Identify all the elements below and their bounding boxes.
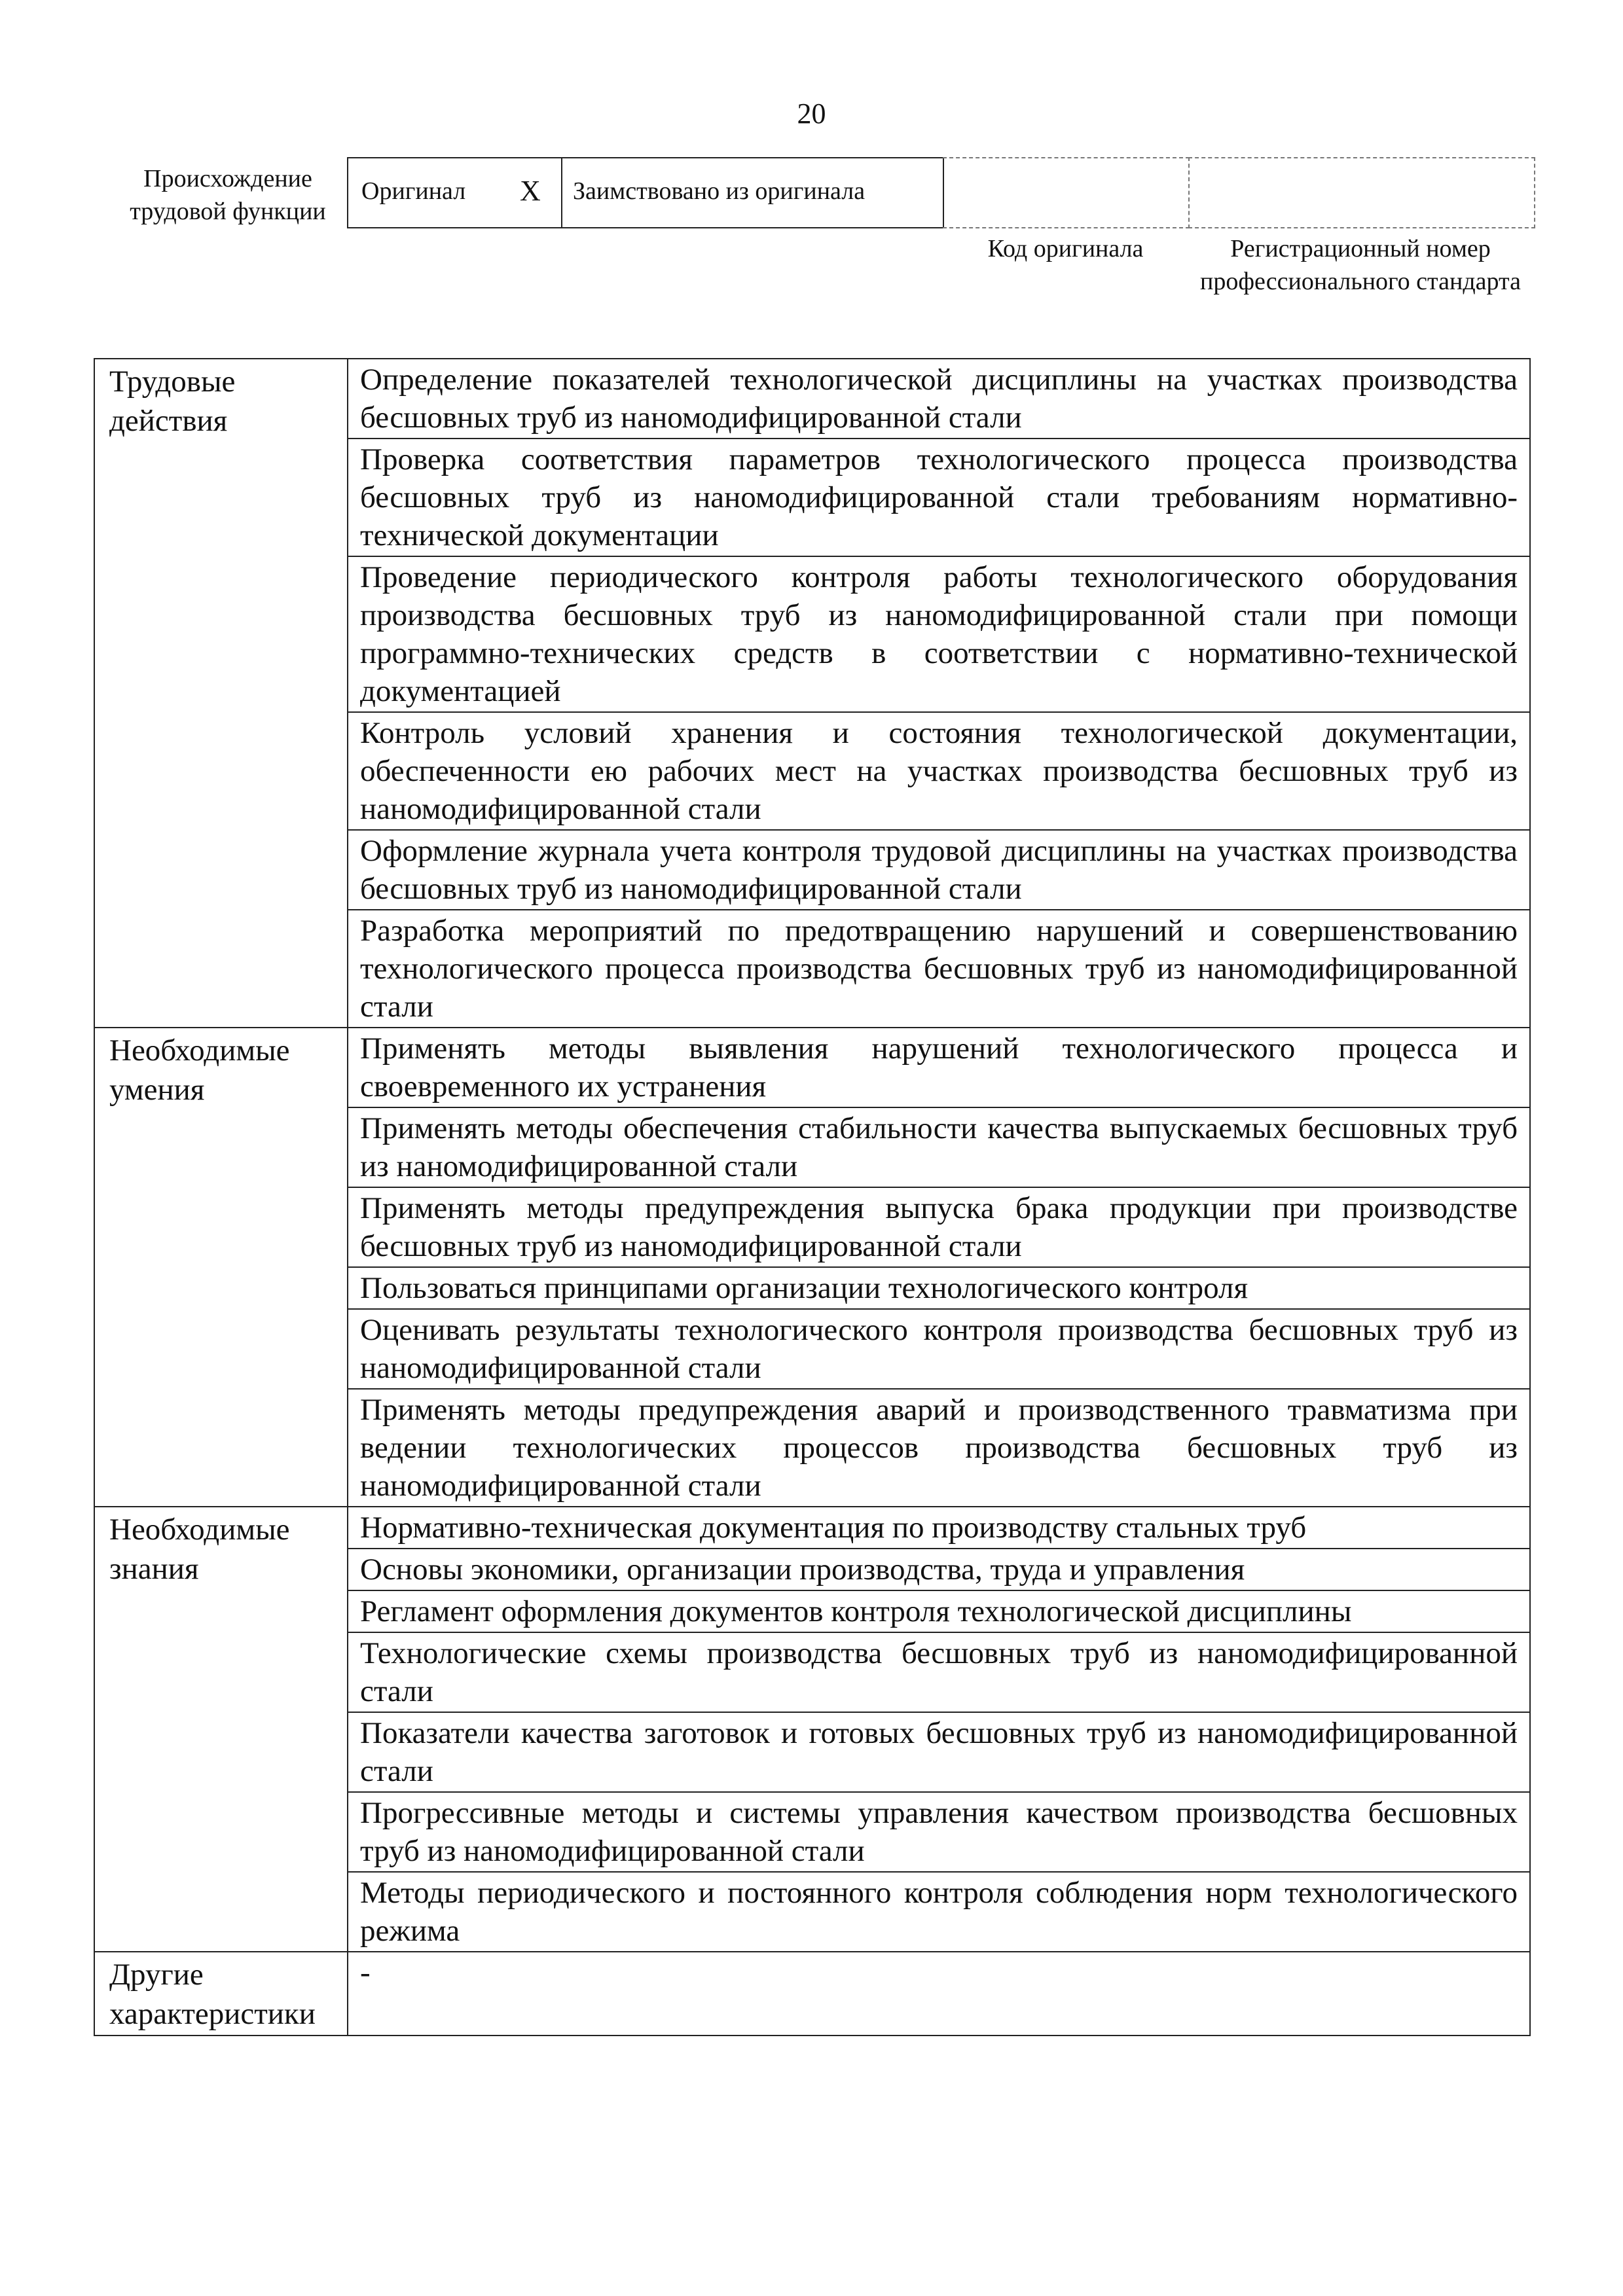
section-item: Определение показателей технологической дисциплины на участках производства бесшовных труб из наномодифицированной стали: [348, 359, 1530, 439]
origin-label: Происхождение трудовой функции: [130, 165, 326, 225]
section-item: Применять методы предупреждения выпуска брака продукции при производстве бесшовных труб из наномодифицированной стали: [348, 1187, 1530, 1267]
table-row: [94, 1952, 1530, 2036]
section-item: Основы экономики, организации производства, труда и управления: [348, 1549, 1530, 1590]
section-item: Применять методы выявления нарушений технологического процесса и своевременного их устранения: [348, 1028, 1530, 1107]
section-item: Контроль условий хранения и состояния технологической документации, обеспеченности ею рабочих мест на участках производства бесшовных труб из наномодифицированной стали: [348, 712, 1530, 830]
table-row: [94, 359, 1530, 439]
origin-original-label: Оригинал: [361, 177, 466, 205]
section-title: Необходимые знания: [94, 1507, 348, 1952]
section-item: Пользоваться принципами организации технологического контроля: [348, 1267, 1530, 1309]
section-item: Нормативно-техническая документация по производству стальных труб: [348, 1507, 1530, 1549]
section-item: Применять методы предупреждения аварий и производственного травматизма при ведении технологических процессов производства бесшовных труб из наномодифицированной стали: [348, 1389, 1530, 1507]
origin-reg-caption: Регистрационный номер профессионального стандарта: [1200, 235, 1521, 295]
table-row: [94, 1507, 1530, 1549]
origin-borrowed-cell: [560, 157, 944, 228]
page-number: 20: [797, 98, 826, 130]
origin-box: [347, 157, 1535, 226]
section-item: Проверка соответствия параметров технологического процесса производства бесшовных труб из наномодифицированной стали требованиям нормативно-технической документации: [348, 439, 1530, 556]
section-title: Другие характеристики: [94, 1952, 348, 2036]
origin-code-cell: [943, 157, 1190, 228]
section-item: Оформление журнала учета контроля трудовой дисциплины на участках производства бесшовных труб из наномодифицированной стали: [348, 830, 1530, 910]
section-item: Регламент оформления документов контроля технологической дисциплины: [348, 1590, 1530, 1632]
origin-reg-cell: [1188, 157, 1535, 228]
section-item: Оценивать результаты технологического контроля производства бесшовных труб из наномодифицированной стали: [348, 1309, 1530, 1389]
labor-function-table: [94, 358, 1531, 2036]
origin-borrowed-label: Заимствовано из оригинала: [573, 177, 866, 205]
origin-code-caption: Код оригинала: [987, 235, 1144, 262]
origin-original-mark: X: [520, 175, 541, 207]
section-item: Технологические схемы производства бесшовных труб из наномодифицированной стали: [348, 1632, 1530, 1712]
table-row: [94, 1028, 1530, 1107]
section-item: Разработка мероприятий по предотвращению нарушений и совершенствованию технологического процесса производства бесшовных труб из наномодифицированной стали: [348, 910, 1530, 1028]
section-item: Методы периодического и постоянного контроля соблюдения норм технологического режима: [348, 1872, 1530, 1952]
section-item: Показатели качества заготовок и готовых бесшовных труб из наномодифицированной стали: [348, 1712, 1530, 1792]
section-title: Необходимые умения: [94, 1028, 348, 1507]
section-item: -: [348, 1952, 1530, 2036]
table-body: [94, 359, 1530, 2036]
section-title: Трудовые действия: [94, 359, 348, 1028]
section-item: Применять методы обеспечения стабильности качества выпускаемых бесшовных труб из наномодифицированной стали: [348, 1107, 1530, 1187]
section-item: Прогрессивные методы и системы управления качеством производства бесшовных труб из наномодифицированной стали: [348, 1792, 1530, 1872]
origin-original-cell: [347, 157, 562, 228]
section-item: Проведение периодического контроля работы технологического оборудования производства бесшовных труб из наномодифицированной стали при помощи программно-технических средств в соответствии с нормативно-технической документацией: [348, 556, 1530, 712]
